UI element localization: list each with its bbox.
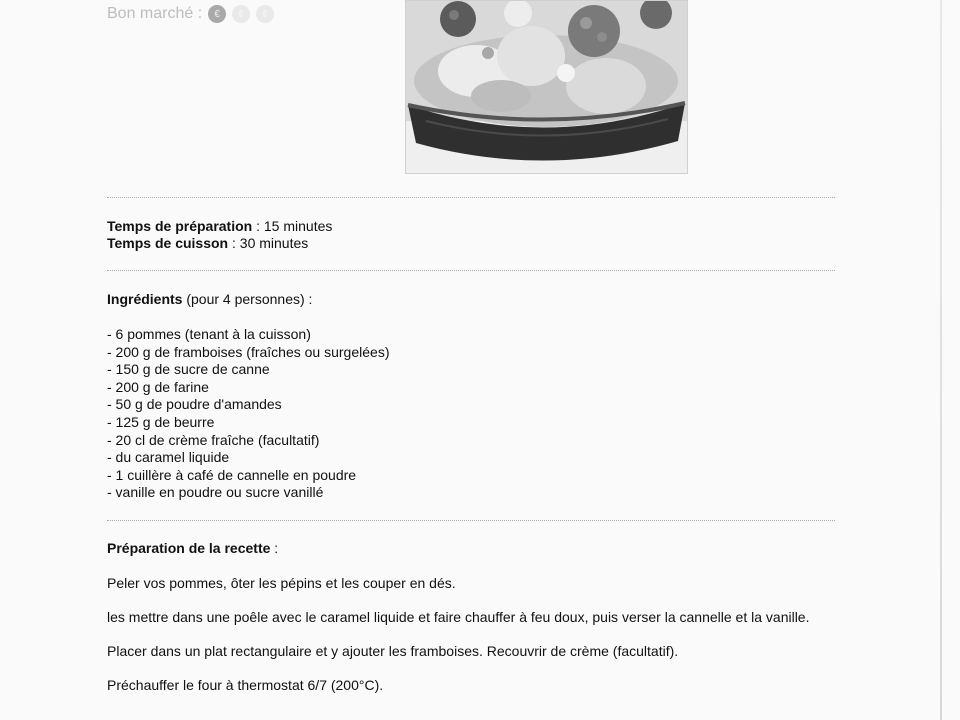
prep-time-value: : 15 minutes [252, 218, 333, 234]
crumble-bowl-illustration [406, 1, 687, 173]
ingredient-item: - 200 g de framboises (fraîches ou surgelées) [107, 343, 390, 360]
separator [107, 197, 835, 198]
cook-time [107, 235, 308, 253]
preparation-title: Préparation de la recette [107, 540, 271, 556]
ingredient-item: - 125 g de beurre [107, 413, 215, 430]
ingredient-item: - 20 cl de crème fraîche (facultatif) [107, 431, 320, 448]
preparation-steps [107, 574, 837, 710]
price-rating [107, 5, 274, 23]
preparation-step: Préchauffer le four à thermostat 6/7 (200°C). [107, 677, 384, 693]
coin-icon: € [232, 5, 250, 23]
separator [107, 520, 835, 521]
prep-time-label: Temps de préparation [107, 218, 253, 234]
ingredient-item: - vanille en poudre ou sucre vanillé [107, 484, 324, 501]
cook-time-label: Temps de cuisson [107, 235, 229, 251]
separator [107, 270, 835, 271]
ingredient-item: - 50 g de poudre d'amandes [107, 396, 282, 413]
preparation-step: Placer dans un plat rectangulaire et y ajouter les framboises. Recouvrir de crème (facultatif). [107, 643, 679, 659]
scan-edge [940, 0, 942, 720]
price-label: Bon marché : [107, 5, 203, 22]
prep-time [107, 218, 332, 236]
ingredient-item: - du caramel liquide [107, 449, 230, 466]
coin-icon: € [208, 5, 226, 23]
recipe-photo [405, 0, 688, 174]
ingredients-heading [107, 291, 312, 309]
ingredients-list [107, 326, 389, 502]
preparation-step: Peler vos pommes, ôter les pépins et les couper en dés. [107, 575, 456, 591]
ingredients-servings: (pour 4 personnes) : [182, 291, 313, 307]
preparation-heading [107, 540, 278, 558]
ingredient-item: - 6 pommes (tenant à la cuisson) [107, 326, 311, 342]
preparation-step: les mettre dans une poêle avec le caramel liquide et faire chauffer à feu doux, puis verser la cannelle et la vanille. [107, 609, 810, 625]
ingredient-item: - 1 cuillère à café de cannelle en poudre [107, 466, 357, 483]
coin-icon: € [256, 5, 274, 23]
ingredients-title: Ingrédients [107, 291, 183, 307]
ingredient-item: - 200 g de farine [107, 378, 209, 395]
cook-time-value: : 30 minutes [228, 235, 309, 251]
preparation-heading-suffix: : [270, 540, 279, 556]
ingredient-item: - 150 g de sucre de canne [107, 361, 270, 378]
